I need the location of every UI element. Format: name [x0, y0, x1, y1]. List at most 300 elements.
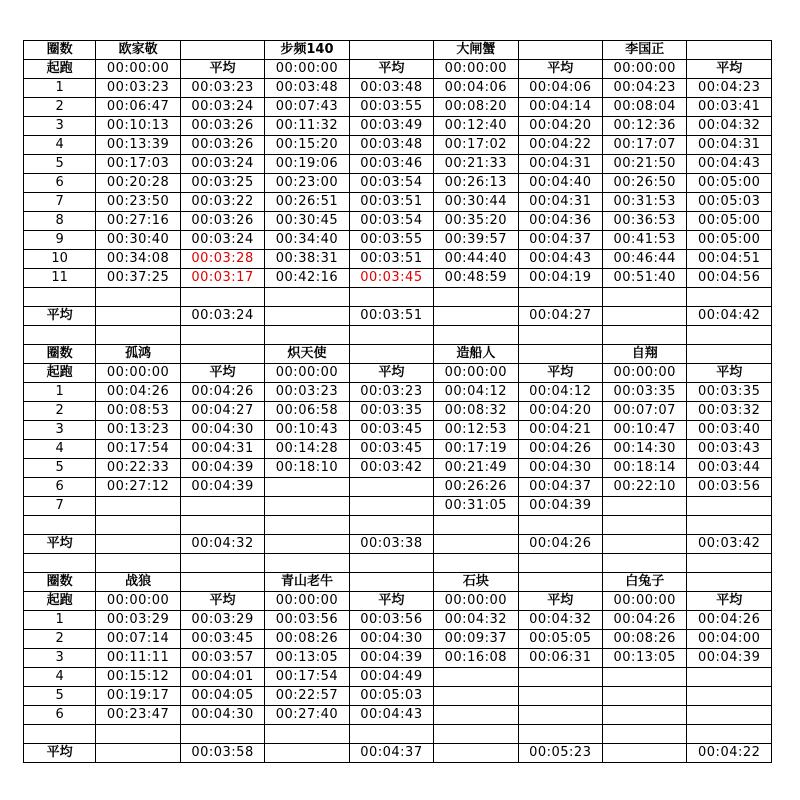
- split-time: 00:04:32: [687, 117, 772, 136]
- empty-cell: [518, 725, 602, 744]
- cumulative-time: 00:22:33: [96, 459, 180, 478]
- split-time: 00:04:39: [349, 649, 433, 668]
- lap-number: 4: [24, 668, 96, 687]
- cumulative-time: 00:03:56: [265, 611, 349, 630]
- empty-cell: [603, 288, 687, 307]
- empty-cell: [96, 307, 180, 326]
- empty-cell: [349, 288, 433, 307]
- split-time: 00:04:12: [518, 383, 602, 402]
- lap-row: [24, 611, 772, 630]
- start-time: 00:00:00: [265, 364, 349, 383]
- empty-cell: [265, 288, 349, 307]
- split-time: 00:03:43: [687, 440, 772, 459]
- lap-number: 4: [24, 440, 96, 459]
- lap-row: [24, 630, 772, 649]
- lap-row: [24, 79, 772, 98]
- start-row: [24, 60, 772, 79]
- empty-cell: [96, 535, 180, 554]
- start-time: 00:00:00: [96, 592, 180, 611]
- lap-number: 6: [24, 174, 96, 193]
- lap-number: 1: [24, 383, 96, 402]
- lap-row: [24, 459, 772, 478]
- lap-row: [24, 269, 772, 288]
- split-time: 00:03:42: [349, 459, 433, 478]
- split-time: 00:03:46: [349, 155, 433, 174]
- cumulative-time: [434, 687, 518, 706]
- cumulative-time: 00:13:05: [265, 649, 349, 668]
- split-time: 00:05:00: [687, 174, 772, 193]
- empty-cell: [265, 744, 349, 763]
- cumulative-time: 00:04:26: [96, 383, 180, 402]
- cumulative-time: 00:30:40: [96, 231, 180, 250]
- lap-row: [24, 383, 772, 402]
- split-time: 00:03:23: [349, 383, 433, 402]
- split-time: 00:03:35: [349, 402, 433, 421]
- lap-times-sheet: [23, 40, 772, 763]
- split-time: 00:03:28: [180, 250, 264, 269]
- empty-cell: [24, 288, 96, 307]
- start-time: 00:00:00: [434, 60, 518, 79]
- start-row: [24, 364, 772, 383]
- empty-cell: [24, 725, 96, 744]
- cumulative-time: 00:06:58: [265, 402, 349, 421]
- start-row: [24, 592, 772, 611]
- split-time: 00:03:26: [180, 136, 264, 155]
- split-time: 00:03:23: [180, 79, 264, 98]
- empty-cell: [180, 345, 264, 364]
- split-time: 00:04:14: [518, 98, 602, 117]
- runner-name: 步频140: [265, 41, 349, 60]
- cumulative-time: 00:39:57: [434, 231, 518, 250]
- cumulative-time: 00:12:36: [603, 117, 687, 136]
- cumulative-time: 00:17:07: [603, 136, 687, 155]
- empty-cell: [180, 573, 264, 592]
- runner-name: 李国正: [603, 41, 687, 60]
- cumulative-time: [603, 687, 687, 706]
- split-time: 00:04:39: [180, 459, 264, 478]
- blank-row: [24, 554, 772, 573]
- split-time: 00:03:57: [180, 649, 264, 668]
- split-time: 00:03:45: [349, 421, 433, 440]
- cumulative-time: 00:03:23: [265, 383, 349, 402]
- avg-header: 平均: [349, 60, 433, 79]
- split-time: 00:03:51: [349, 250, 433, 269]
- cumulative-time: 00:30:45: [265, 212, 349, 231]
- empty-cell: [434, 554, 518, 573]
- split-time: 00:04:32: [518, 611, 602, 630]
- empty-cell: [349, 41, 433, 60]
- split-time: [687, 668, 772, 687]
- start-time: 00:00:00: [434, 364, 518, 383]
- cumulative-time: 00:12:53: [434, 421, 518, 440]
- average-time: 00:04:27: [518, 307, 602, 326]
- empty-cell: [518, 516, 602, 535]
- cumulative-time: 00:31:05: [434, 497, 518, 516]
- split-time: 00:04:37: [518, 231, 602, 250]
- split-time: 00:03:45: [349, 440, 433, 459]
- split-time: 00:04:39: [180, 478, 264, 497]
- average-time: 00:03:38: [349, 535, 433, 554]
- cumulative-time: 00:09:37: [434, 630, 518, 649]
- split-time: 00:03:49: [349, 117, 433, 136]
- empty-cell: [518, 345, 602, 364]
- blank-row: [24, 288, 772, 307]
- empty-cell: [96, 326, 180, 345]
- start-label: 起跑: [24, 364, 96, 383]
- cumulative-time: 00:14:28: [265, 440, 349, 459]
- average-time: 00:03:24: [180, 307, 264, 326]
- cumulative-time: 00:17:54: [265, 668, 349, 687]
- empty-cell: [96, 554, 180, 573]
- split-time: 00:04:26: [518, 440, 602, 459]
- start-label: 起跑: [24, 60, 96, 79]
- lap-row: [24, 193, 772, 212]
- lap-row: [24, 649, 772, 668]
- avg-header: 平均: [180, 60, 264, 79]
- start-time: 00:00:00: [603, 592, 687, 611]
- cumulative-time: 00:17:19: [434, 440, 518, 459]
- cumulative-time: 00:35:20: [434, 212, 518, 231]
- cumulative-time: 00:08:53: [96, 402, 180, 421]
- lap-number: 7: [24, 497, 96, 516]
- cumulative-time: [265, 478, 349, 497]
- split-time: 00:04:05: [180, 687, 264, 706]
- empty-cell: [687, 516, 772, 535]
- split-time: 00:03:55: [349, 98, 433, 117]
- average-row: [24, 535, 772, 554]
- cumulative-time: 00:18:14: [603, 459, 687, 478]
- cumulative-time: 00:13:05: [603, 649, 687, 668]
- runner-header-row: [24, 345, 772, 364]
- empty-cell: [687, 573, 772, 592]
- lap-number: 2: [24, 630, 96, 649]
- split-time: 00:04:30: [180, 706, 264, 725]
- cumulative-time: 00:44:40: [434, 250, 518, 269]
- cumulative-time: 00:26:50: [603, 174, 687, 193]
- split-time: [180, 497, 264, 516]
- cumulative-time: 00:04:23: [603, 79, 687, 98]
- empty-cell: [434, 535, 518, 554]
- cumulative-time: 00:34:40: [265, 231, 349, 250]
- split-time: 00:04:31: [518, 155, 602, 174]
- avg-header: 平均: [687, 592, 772, 611]
- split-time: 00:04:30: [180, 421, 264, 440]
- cumulative-time: [434, 668, 518, 687]
- runner-name: 战狼: [96, 573, 180, 592]
- start-time: 00:00:00: [265, 592, 349, 611]
- lap-number: 1: [24, 79, 96, 98]
- empty-cell: [687, 41, 772, 60]
- split-time: 00:05:00: [687, 231, 772, 250]
- cumulative-time: 00:12:40: [434, 117, 518, 136]
- split-time: 00:04:19: [518, 269, 602, 288]
- runner-name: 青山老牛: [265, 573, 349, 592]
- avg-header: 平均: [518, 60, 602, 79]
- empty-cell: [349, 345, 433, 364]
- empty-cell: [603, 725, 687, 744]
- cumulative-time: [603, 706, 687, 725]
- lap-row: [24, 402, 772, 421]
- cumulative-time: 00:23:00: [265, 174, 349, 193]
- avg-header: 平均: [180, 592, 264, 611]
- cumulative-time: 00:03:29: [96, 611, 180, 630]
- lap-row: [24, 155, 772, 174]
- split-time: 00:04:06: [518, 79, 602, 98]
- split-time: 00:04:01: [180, 668, 264, 687]
- split-time: 00:04:39: [687, 649, 772, 668]
- split-time: [349, 497, 433, 516]
- cumulative-time: 00:26:51: [265, 193, 349, 212]
- cumulative-time: 00:26:26: [434, 478, 518, 497]
- lap-row: [24, 250, 772, 269]
- cumulative-time: 00:34:08: [96, 250, 180, 269]
- split-time: 00:03:29: [180, 611, 264, 630]
- split-time: 00:04:39: [518, 497, 602, 516]
- split-time: 00:03:55: [349, 231, 433, 250]
- empty-cell: [265, 554, 349, 573]
- empty-cell: [518, 288, 602, 307]
- split-time: 00:03:24: [180, 155, 264, 174]
- split-time: [687, 687, 772, 706]
- lap-number: 9: [24, 231, 96, 250]
- empty-cell: [603, 326, 687, 345]
- empty-cell: [180, 326, 264, 345]
- empty-cell: [24, 516, 96, 535]
- cumulative-time: 00:03:35: [603, 383, 687, 402]
- lap-number: 6: [24, 478, 96, 497]
- split-time: 00:03:26: [180, 212, 264, 231]
- split-time: 00:05:03: [687, 193, 772, 212]
- split-time: 00:04:43: [349, 706, 433, 725]
- cumulative-time: 00:21:33: [434, 155, 518, 174]
- cumulative-time: 00:31:53: [603, 193, 687, 212]
- cumulative-time: 00:23:47: [96, 706, 180, 725]
- split-time: 00:04:43: [518, 250, 602, 269]
- cumulative-time: 00:17:54: [96, 440, 180, 459]
- average-row: [24, 744, 772, 763]
- start-time: 00:00:00: [96, 364, 180, 383]
- split-time: 00:04:23: [687, 79, 772, 98]
- lap-row: [24, 668, 772, 687]
- average-time: 00:05:23: [518, 744, 602, 763]
- cumulative-time: 00:26:13: [434, 174, 518, 193]
- split-time: 00:04:51: [687, 250, 772, 269]
- split-time: 00:04:31: [687, 136, 772, 155]
- cumulative-time: 00:08:32: [434, 402, 518, 421]
- cumulative-time: 00:48:59: [434, 269, 518, 288]
- avg-header: 平均: [518, 592, 602, 611]
- split-time: 00:04:30: [349, 630, 433, 649]
- cumulative-time: 00:08:26: [265, 630, 349, 649]
- lap-number: 5: [24, 155, 96, 174]
- split-time: 00:03:56: [687, 478, 772, 497]
- split-time: 00:03:51: [349, 193, 433, 212]
- runner-name: 白兔子: [603, 573, 687, 592]
- average-time: 00:04:32: [180, 535, 264, 554]
- cumulative-time: 00:13:39: [96, 136, 180, 155]
- avg-header: 平均: [687, 60, 772, 79]
- cumulative-time: 00:08:04: [603, 98, 687, 117]
- empty-cell: [603, 744, 687, 763]
- empty-cell: [687, 554, 772, 573]
- cumulative-time: 00:11:11: [96, 649, 180, 668]
- average-label: 平均: [24, 307, 96, 326]
- empty-cell: [434, 307, 518, 326]
- lap-row: [24, 421, 772, 440]
- cumulative-time: 00:18:10: [265, 459, 349, 478]
- empty-cell: [349, 516, 433, 535]
- split-time: 00:04:20: [518, 117, 602, 136]
- empty-cell: [349, 326, 433, 345]
- empty-cell: [603, 307, 687, 326]
- cumulative-time: 00:10:13: [96, 117, 180, 136]
- empty-cell: [24, 554, 96, 573]
- empty-cell: [180, 554, 264, 573]
- lap-row: [24, 212, 772, 231]
- empty-cell: [518, 41, 602, 60]
- split-time: 00:06:31: [518, 649, 602, 668]
- empty-cell: [518, 326, 602, 345]
- avg-header: 平均: [687, 364, 772, 383]
- lap-number: 5: [24, 687, 96, 706]
- cumulative-time: 00:14:30: [603, 440, 687, 459]
- cumulative-time: 00:07:43: [265, 98, 349, 117]
- split-time: 00:04:20: [518, 402, 602, 421]
- cumulative-time: 00:03:48: [265, 79, 349, 98]
- split-time: 00:03:24: [180, 98, 264, 117]
- start-label: 起跑: [24, 592, 96, 611]
- average-row: [24, 307, 772, 326]
- split-time: 00:03:35: [687, 383, 772, 402]
- empty-cell: [96, 744, 180, 763]
- split-time: 00:03:48: [349, 79, 433, 98]
- lap-number: 2: [24, 98, 96, 117]
- avg-header: 平均: [180, 364, 264, 383]
- cumulative-time: [434, 706, 518, 725]
- lap-row: [24, 478, 772, 497]
- cumulative-time: 00:04:12: [434, 383, 518, 402]
- lap-number: 2: [24, 402, 96, 421]
- runner-name: 炽天使: [265, 345, 349, 364]
- split-time: 00:04:30: [518, 459, 602, 478]
- avg-header: 平均: [349, 592, 433, 611]
- cumulative-time: 00:42:16: [265, 269, 349, 288]
- average-time: 00:03:42: [687, 535, 772, 554]
- cumulative-time: 00:21:49: [434, 459, 518, 478]
- lap-number: 3: [24, 649, 96, 668]
- cumulative-time: [96, 497, 180, 516]
- average-label: 平均: [24, 535, 96, 554]
- blank-row: [24, 725, 772, 744]
- empty-cell: [434, 288, 518, 307]
- start-time: 00:00:00: [603, 364, 687, 383]
- runner-name: 大闸蟹: [434, 41, 518, 60]
- empty-cell: [434, 744, 518, 763]
- laps-label: 圈数: [24, 41, 96, 60]
- split-time: 00:03:40: [687, 421, 772, 440]
- empty-cell: [349, 554, 433, 573]
- empty-cell: [180, 288, 264, 307]
- runner-name: 欧家敬: [96, 41, 180, 60]
- cumulative-time: 00:19:06: [265, 155, 349, 174]
- lap-row: [24, 117, 772, 136]
- cumulative-time: 00:22:57: [265, 687, 349, 706]
- runner-header-row: [24, 573, 772, 592]
- start-time: 00:00:00: [96, 60, 180, 79]
- cumulative-time: 00:30:44: [434, 193, 518, 212]
- empty-cell: [434, 326, 518, 345]
- cumulative-time: 00:41:53: [603, 231, 687, 250]
- cumulative-time: 00:27:40: [265, 706, 349, 725]
- split-time: 00:05:05: [518, 630, 602, 649]
- average-time: 00:04:26: [518, 535, 602, 554]
- empty-cell: [96, 288, 180, 307]
- split-time: 00:04:26: [180, 383, 264, 402]
- cumulative-time: 00:36:53: [603, 212, 687, 231]
- runner-name: 石块: [434, 573, 518, 592]
- empty-cell: [603, 535, 687, 554]
- lap-number: 10: [24, 250, 96, 269]
- empty-cell: [349, 573, 433, 592]
- split-time: 00:04:26: [687, 611, 772, 630]
- cumulative-time: [603, 668, 687, 687]
- cumulative-time: [603, 497, 687, 516]
- average-time: 00:04:42: [687, 307, 772, 326]
- cumulative-time: 00:21:50: [603, 155, 687, 174]
- split-time: 00:03:32: [687, 402, 772, 421]
- split-time: [518, 687, 602, 706]
- cumulative-time: 00:20:28: [96, 174, 180, 193]
- cumulative-time: 00:10:43: [265, 421, 349, 440]
- cumulative-time: 00:04:32: [434, 611, 518, 630]
- blank-row: [24, 516, 772, 535]
- split-time: 00:03:41: [687, 98, 772, 117]
- cumulative-time: 00:37:25: [96, 269, 180, 288]
- cumulative-time: 00:04:06: [434, 79, 518, 98]
- cumulative-time: 00:08:20: [434, 98, 518, 117]
- lap-row: [24, 136, 772, 155]
- split-time: 00:04:43: [687, 155, 772, 174]
- lap-number: 4: [24, 136, 96, 155]
- cumulative-time: 00:07:07: [603, 402, 687, 421]
- avg-header: 平均: [349, 364, 433, 383]
- sheet-body: [24, 41, 772, 763]
- runner-name: 孤鸿: [96, 345, 180, 364]
- cumulative-time: 00:11:32: [265, 117, 349, 136]
- empty-cell: [24, 326, 96, 345]
- runner-name: 造船人: [434, 345, 518, 364]
- split-time: 00:04:21: [518, 421, 602, 440]
- empty-cell: [180, 41, 264, 60]
- cumulative-time: 00:51:40: [603, 269, 687, 288]
- split-time: 00:04:22: [518, 136, 602, 155]
- empty-cell: [180, 725, 264, 744]
- split-time: 00:04:49: [349, 668, 433, 687]
- cumulative-time: 00:04:26: [603, 611, 687, 630]
- avg-header: 平均: [518, 364, 602, 383]
- split-time: 00:03:45: [180, 630, 264, 649]
- split-time: 00:04:36: [518, 212, 602, 231]
- split-time: 00:03:22: [180, 193, 264, 212]
- split-time: 00:03:54: [349, 212, 433, 231]
- lap-number: 8: [24, 212, 96, 231]
- split-time: 00:03:54: [349, 174, 433, 193]
- laps-label: 圈数: [24, 345, 96, 364]
- cumulative-time: 00:19:17: [96, 687, 180, 706]
- empty-cell: [265, 326, 349, 345]
- split-time: 00:03:25: [180, 174, 264, 193]
- empty-cell: [265, 535, 349, 554]
